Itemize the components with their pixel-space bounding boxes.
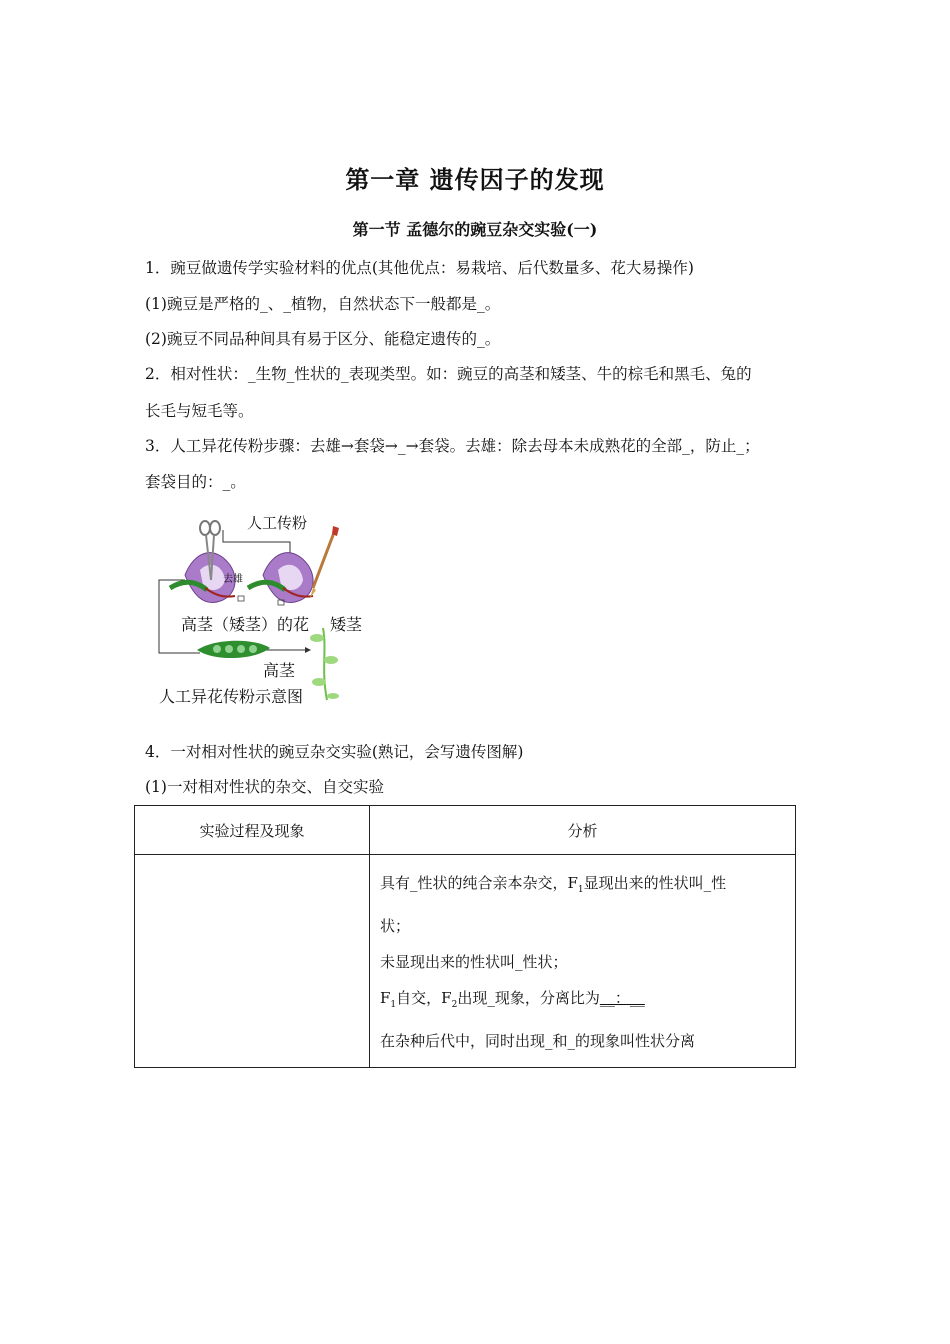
chapter-title: 第一章 遗传因子的发现 [345,165,605,194]
label-emasculation: 去雄 [223,574,243,585]
paragraph-line: 1．豌豆做遗传学实验材料的优点(其他优点：易栽培、后代数量多、花大易操作) [145,259,694,277]
analysis-line: $F_1$自交，$F_2$出现_现象，分离比为__：__ [380,989,645,1010]
pea-plant-icon [310,628,339,700]
table-row [135,855,796,1068]
pollination-diagram [145,510,380,710]
table-header: 分析 [370,806,796,855]
label-flower: 高茎（矮茎）的花 [181,615,310,634]
paragraph-line: 4．一对相对性状的豌豆杂交实验(熟记，会写遗传图解) [145,743,524,761]
table-header-row [135,806,796,855]
ratio-blank: __：__ [599,989,645,1007]
marker-icon [238,596,244,601]
table-header: 实验过程及现象 [135,806,370,855]
analysis-line: 状； [380,917,411,935]
experiment-table [134,805,796,1068]
paragraph-line: (1)一对相对性状的杂交、自交实验 [145,778,384,796]
flower-icon [248,553,313,603]
figure-caption: 人工异花传粉示意图 [159,687,304,706]
process-cell [135,855,370,1068]
label-pollination: 人工传粉 [247,514,308,532]
analysis-line: 未显现出来的性状叫_性状； [380,953,568,971]
arrow-head-icon [305,647,311,653]
label-tall: 高茎 [263,661,296,680]
section-title: 第一节 孟德尔的豌豆杂交实验(一) [352,220,598,239]
paragraph-line: 3．人工异花传粉步骤：去雄→套袋→_→套袋。去雄：除去母本未成熟花的全部_，防止_； [145,437,760,455]
analysis-line: 具有_性状的纯合亲本杂交，$F_1$显现出来的性状叫_性 [380,874,727,895]
analysis-cell [370,855,796,1068]
brush-icon [310,526,339,598]
analysis-line: 在杂种后代中，同时出现_和_的现象叫性状分离 [380,1032,696,1050]
pea-pod-icon [197,641,270,658]
paragraph-line: (2)豌豆不同品种间具有易于区分、能稳定遗传的_。 [145,330,501,348]
label-dwarf: 矮茎 [330,615,363,634]
paragraph-line: 套袋目的：_。 [145,473,246,491]
paragraph-line: (1)豌豆是严格的_、_植物，自然状态下一般都是_。 [145,295,501,313]
paragraph-line: 2．相对性状：_生物_性状的_表现类型。如：豌豆的高茎和矮茎、牛的棕毛和黑毛、兔的 [145,365,752,383]
paragraph-line: 长毛与短毛等。 [145,402,254,420]
